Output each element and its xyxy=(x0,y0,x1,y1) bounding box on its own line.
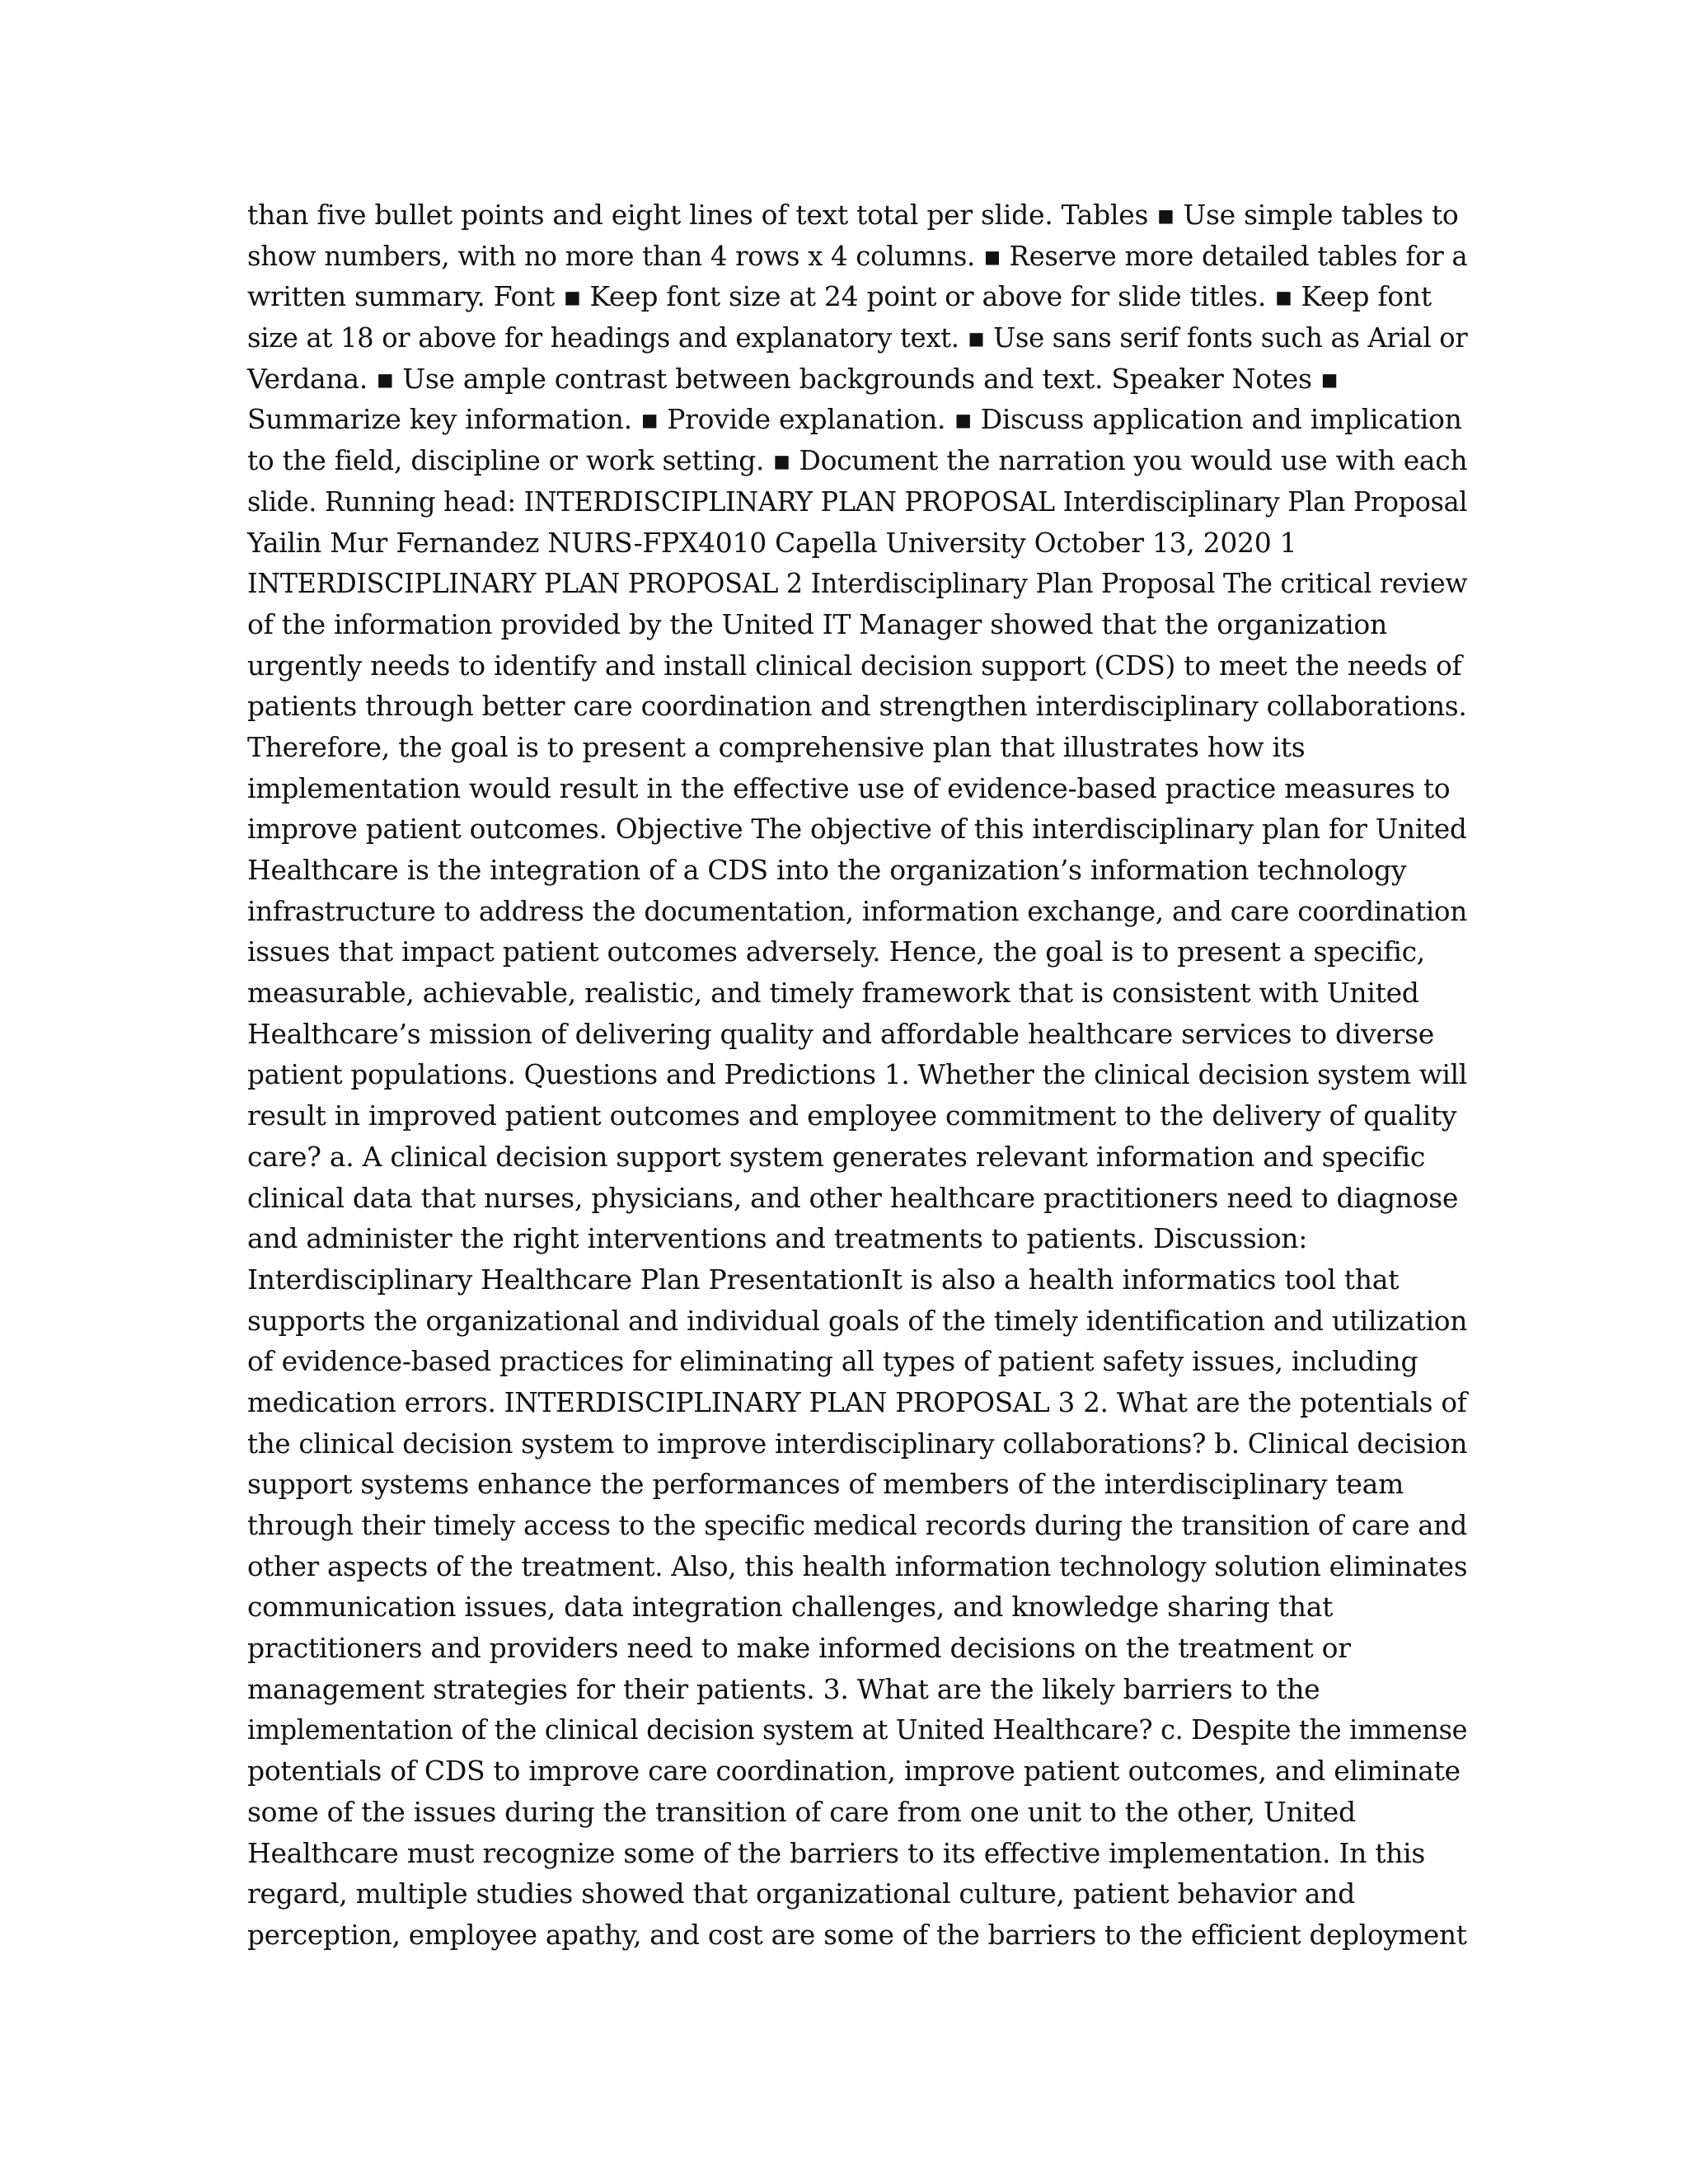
text-line: perception, employee apathy, and cost are some of the barriers to the efficient deployment xyxy=(247,1918,1467,1951)
text-line: improve patient outcomes. Objective The objective of this interdisciplinary plan for United xyxy=(247,813,1467,846)
text-line: size at 18 or above for headings and explanatory text. ▪ Use sans serif fonts such as Arial or xyxy=(247,321,1468,354)
text-line: urgently needs to identify and install clinical decision support (CDS) to meet the needs of xyxy=(247,649,1462,682)
text-line: other aspects of the treatment. Also, this health information technology solution eliminates xyxy=(247,1549,1468,1582)
text-line: practitioners and providers need to make informed decisions on the treatment or xyxy=(247,1632,1351,1665)
text-line: Summarize key information. ▪ Provide explanation. ▪ Discuss application and implication xyxy=(247,403,1462,436)
text-line: Verdana. ▪ Use ample contrast between backgrounds and text. Speaker Notes ▪ xyxy=(247,362,1339,395)
text-line: result in improved patient outcomes and employee commitment to the delivery of quality xyxy=(247,1099,1457,1132)
text-line: supports the organizational and individual goals of the timely identification and utilization xyxy=(247,1304,1468,1337)
text-line: INTERDISCIPLINARY PLAN PROPOSAL 2 Interdisciplinary Plan Proposal The critical review xyxy=(247,567,1468,600)
text-line: clinical data that nurses, physicians, and other healthcare practitioners need to diagnose xyxy=(247,1181,1459,1214)
text-line: some of the issues during the transition of care from one unit to the other, United xyxy=(247,1795,1356,1828)
text-line: of evidence-based practices for eliminating all types of patient safety issues, including xyxy=(247,1345,1418,1378)
text-line: implementation would result in the effective use of evidence-based practice measures to xyxy=(247,771,1451,804)
text-line: Healthcare is the integration of a CDS into the organization’s information technology xyxy=(247,854,1407,886)
text-line: to the field, discipline or work setting. ▪ Document the narration you would use with each xyxy=(247,444,1468,477)
text-line: the clinical decision system to improve interdisciplinary collaborations? b. Clinical decision xyxy=(247,1427,1468,1460)
text-line: through their timely access to the specific medical records during the transition of care and xyxy=(247,1509,1467,1541)
text-line: written summary. Font ▪ Keep font size at 24 point or above for slide titles. ▪ Keep font xyxy=(247,280,1432,313)
text-line: communication issues, data integration challenges, and knowledge sharing that xyxy=(247,1591,1334,1624)
text-line: regard, multiple studies showed that organizational culture, patient behavior and xyxy=(247,1877,1355,1910)
text-line: measurable, achievable, realistic, and timely framework that is consistent with United xyxy=(247,977,1419,1010)
text-line: Yailin Mur Fernandez NURS-FPX4010 Capella University October 13, 2020 1 xyxy=(247,526,1297,559)
text-line: Therefore, the goal is to present a comprehensive plan that illustrates how its xyxy=(247,730,1306,763)
text-line: patient populations. Questions and Predictions 1. Whether the clinical decision system will xyxy=(247,1058,1467,1091)
text-line: Interdisciplinary Healthcare Plan PresentationIt is also a health informatics tool that xyxy=(247,1263,1400,1296)
text-line: than five bullet points and eight lines of text total per slide. Tables ▪ Use simple tables to xyxy=(247,199,1459,231)
text-line: show numbers, with no more than 4 rows x 4 columns. ▪ Reserve more detailed tables for a xyxy=(247,239,1468,272)
text-line: potentials of CDS to improve care coordination, improve patient outcomes, and eliminate xyxy=(247,1755,1461,1788)
text-line: Healthcare’s mission of delivering quality and affordable healthcare services to diverse xyxy=(247,1017,1435,1050)
text-line: management strategies for their patients. 3. What are the likely barriers to the xyxy=(247,1672,1320,1705)
text-line: of the information provided by the United IT Manager showed that the organization xyxy=(247,607,1387,640)
document-body xyxy=(247,194,1467,1956)
text-line: and administer the right interventions and treatments to patients. Discussion: xyxy=(247,1222,1308,1255)
text-line: support systems enhance the performances of members of the interdisciplinary team xyxy=(247,1468,1404,1501)
text-line: slide. Running head: INTERDISCIPLINARY PLAN PROPOSAL Interdisciplinary Plan Proposal xyxy=(247,485,1468,518)
text-line: patients through better care coordination and strengthen interdisciplinary collaborations. xyxy=(247,690,1467,723)
text-line: implementation of the clinical decision system at United Healthcare? c. Despite the immense xyxy=(247,1713,1468,1746)
text-line: Healthcare must recognize some of the barriers to its effective implementation. In this xyxy=(247,1836,1426,1869)
text-line: infrastructure to address the documentation, information exchange, and care coordination xyxy=(247,894,1468,927)
text-line: issues that impact patient outcomes adversely. Hence, the goal is to present a specific, xyxy=(247,935,1426,968)
text-line: care? a. A clinical decision support system generates relevant information and specific xyxy=(247,1140,1426,1173)
text-line: medication errors. INTERDISCIPLINARY PLAN PROPOSAL 3 2. What are the potentials of xyxy=(247,1385,1467,1418)
